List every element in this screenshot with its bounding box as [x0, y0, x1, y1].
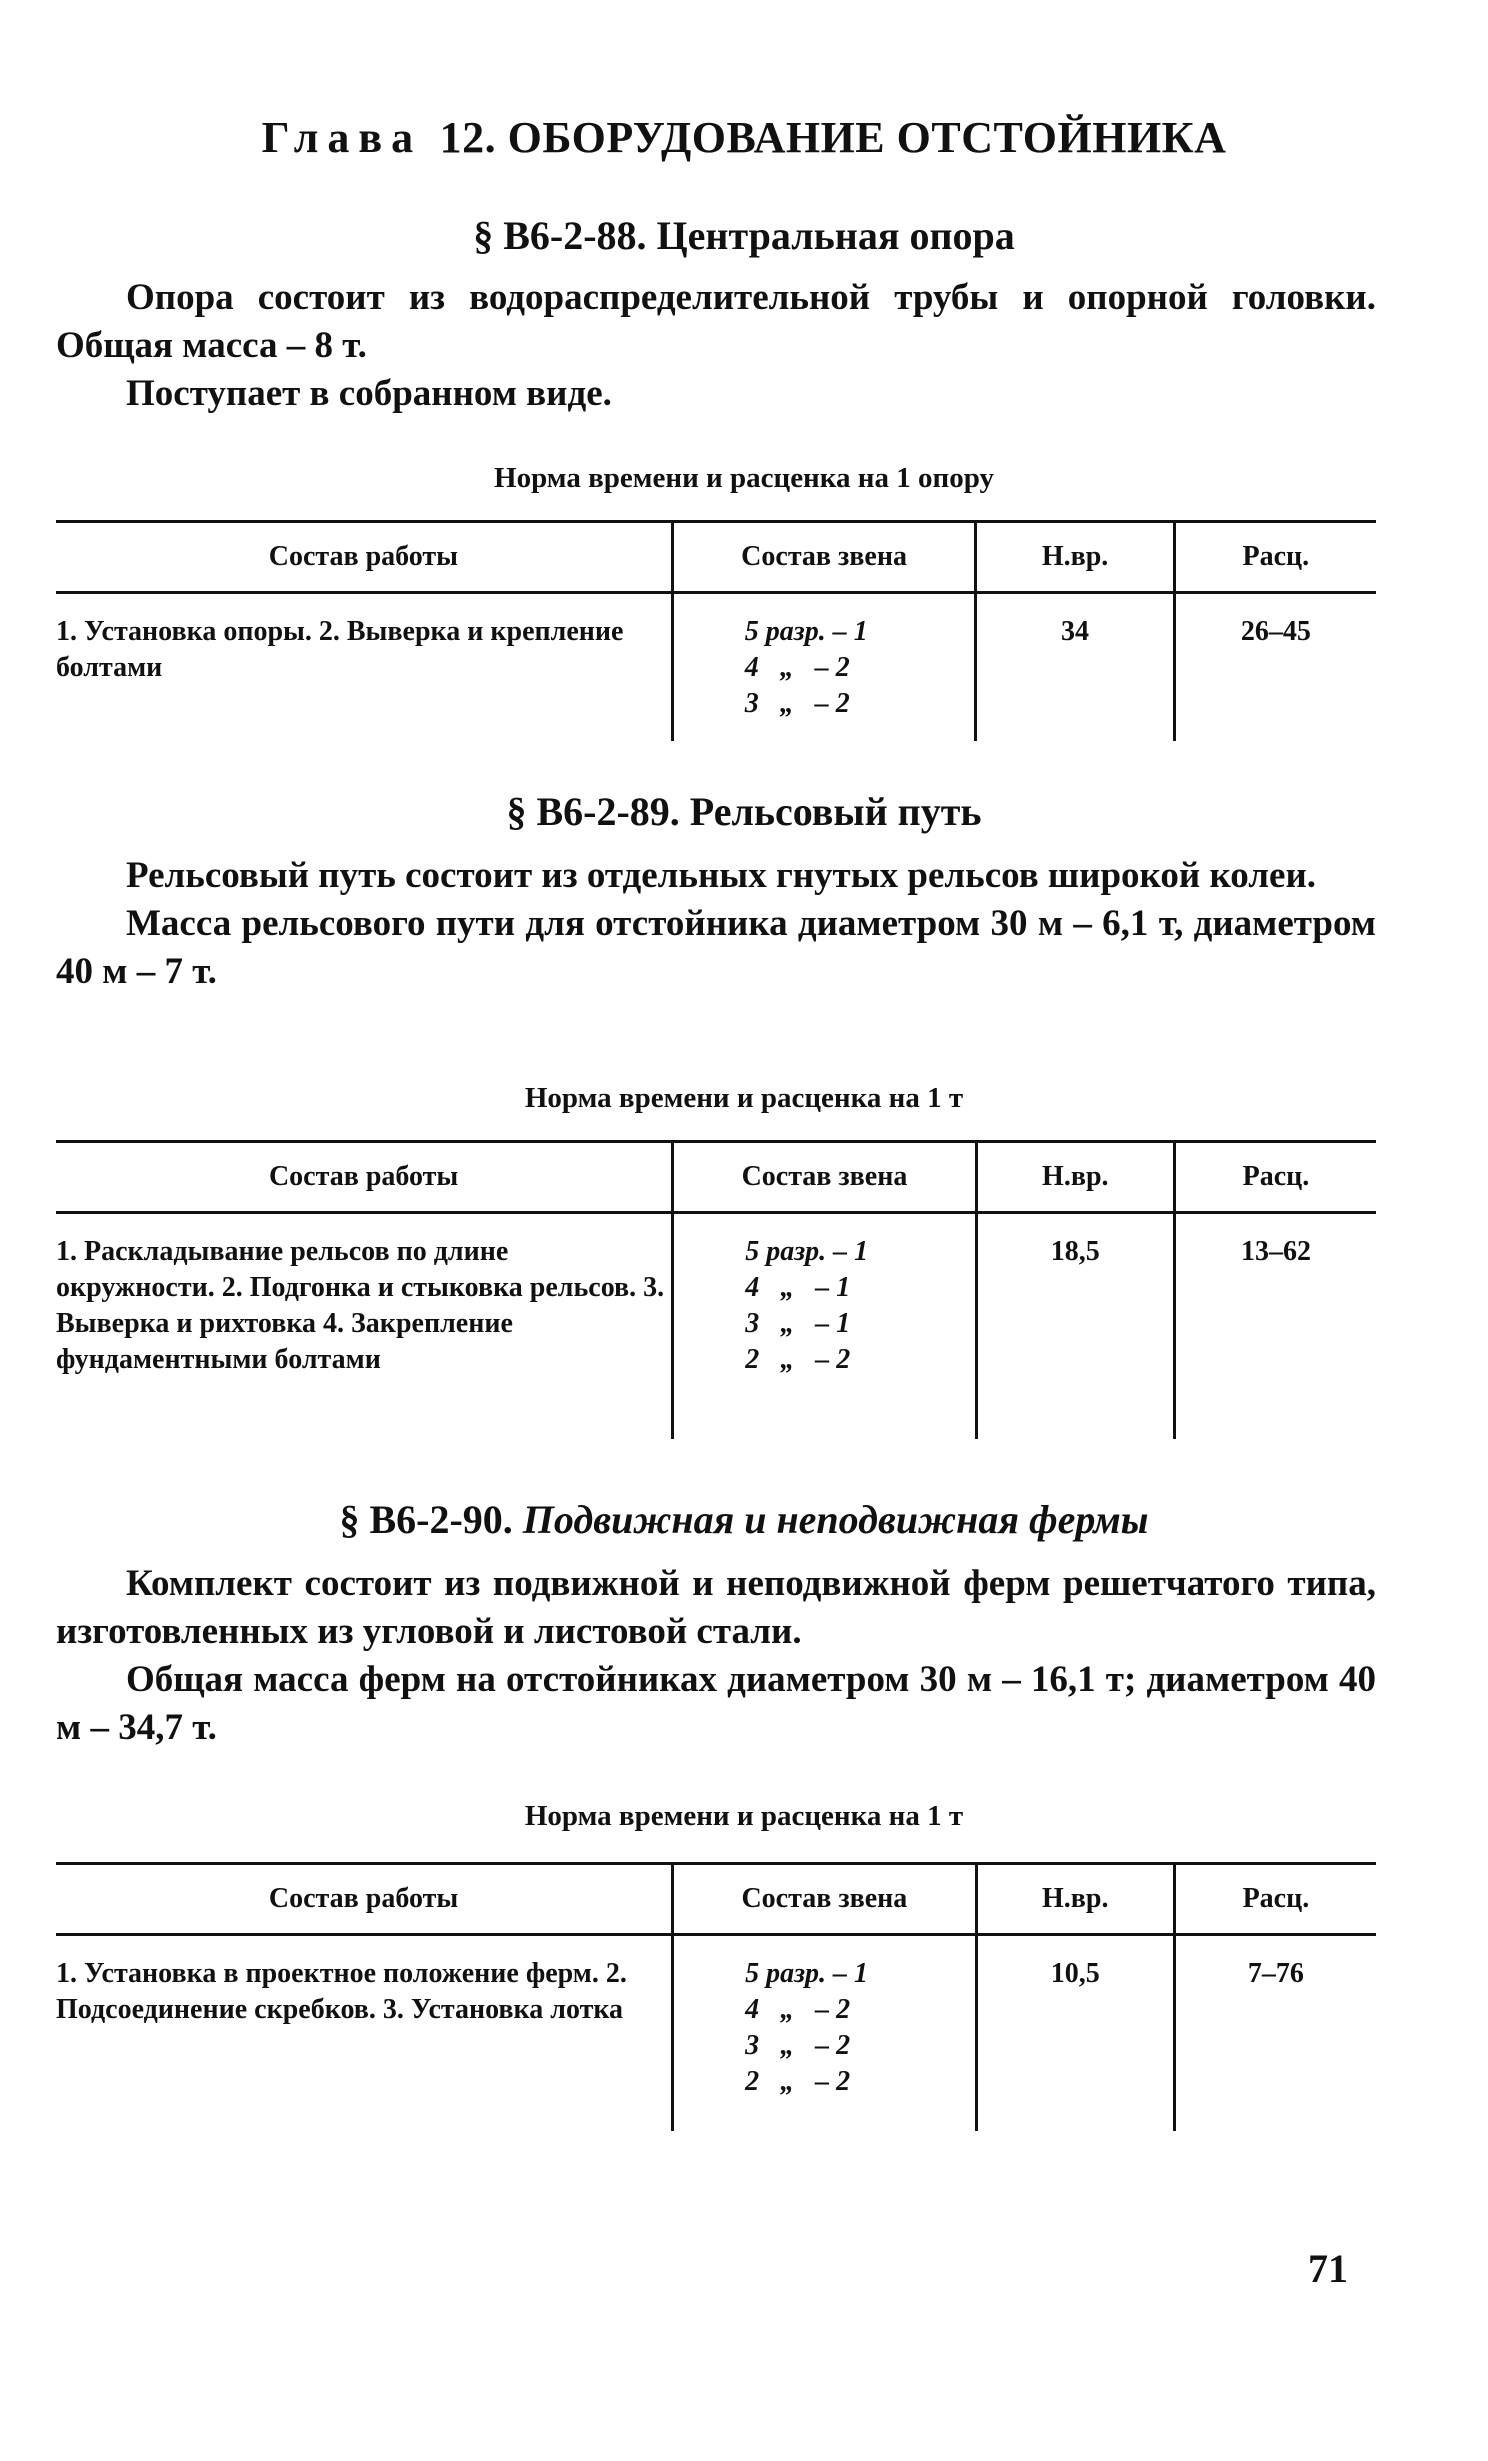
chapter-title: [0, 112, 1488, 163]
paragraph: Опора состоит из водораспределительной трубы и опорной головки. Общая масса – 8 т.: [56, 277, 1376, 366]
section-name: Центральная опора: [656, 213, 1015, 258]
header-crew: Состав звена: [672, 522, 976, 593]
header-rate: Расц.: [1174, 1864, 1376, 1935]
crew-line: 3 „ – 2: [744, 688, 850, 719]
paragraph: Масса рельсового пути для отстойника диаметром 30 м – 6,1 т, диаметром 40 м – 7 т.: [56, 903, 1376, 992]
section-text-89: [56, 852, 1376, 996]
header-work: Состав работы: [56, 1142, 673, 1213]
header-norm: Н.вр.: [976, 1864, 1174, 1935]
paragraph: Поступает в собранном виде.: [126, 373, 612, 414]
norm-title-90: Норма времени и расценка на 1 т: [524, 1800, 964, 1832]
cell-norm: 18,5: [976, 1213, 1174, 1439]
crew-line: 2 „ – 2: [745, 1344, 851, 1375]
cell-norm: 34: [976, 593, 1174, 741]
cell-work: 1. Раскладывание рельсов по длине окружности. 2. Подгонка и стыковка рельсов. 3. Выверка и рихтовка 4. Закрепление фундаментными болтами: [56, 1236, 665, 1375]
crew-line: 4 „ – 1: [745, 1272, 851, 1303]
header-crew: Состав звена: [673, 1142, 976, 1213]
table-row: [56, 593, 1376, 741]
cell-work: 1. Установка в проектное положение ферм. 2. Подсоединение скребков. 3. Установка лотка: [56, 1958, 627, 2025]
paragraph: Общая масса ферм на отстойниках диаметром 30 м – 16,1 т; диаметром 40 м – 34,7 т.: [56, 1659, 1376, 1748]
crew-list: [675, 1234, 973, 1378]
cell-crew: [673, 1213, 976, 1439]
crew-line: 4 „ – 2: [744, 652, 850, 683]
chapter-name: 12. ОБОРУДОВАНИЕ ОТСТОЙНИКА: [439, 113, 1227, 162]
cell-norm: 10,5: [976, 1935, 1174, 2131]
paragraph: Рельсовый путь состоит из отдельных гнутых рельсов широкой колеи.: [126, 855, 1317, 896]
paragraph: Комплект состоит из подвижной и неподвижной ферм решетчатого типа, изготовленных из угловой и листовой стали.: [56, 1563, 1376, 1652]
section-text-90: [56, 1560, 1376, 1752]
table-row: [56, 1213, 1376, 1439]
header-crew: Состав звена: [673, 1864, 977, 1935]
norm-title-89: Норма времени и расценка на 1 т: [524, 1082, 964, 1114]
crew-line: 5 разр. – 1: [745, 1236, 869, 1267]
crew-line: 3 „ – 1: [745, 1308, 851, 1339]
crew-line: 3 „ – 2: [745, 2030, 851, 2061]
norm-table-88: [56, 520, 1376, 741]
cell-rate: 7–76: [1174, 1935, 1376, 2131]
crew-line: 4 „ – 2: [745, 1994, 851, 2025]
table-row: [56, 1935, 1376, 2131]
cell-crew: [672, 593, 976, 741]
section-name: Рельсовый путь: [689, 789, 982, 834]
section-title-90: [0, 1496, 1488, 1543]
section-text-88: [56, 274, 1376, 418]
header-work: Состав работы: [56, 522, 672, 593]
crew-line: 2 „ – 2: [745, 2066, 851, 2097]
section-code: § В6-2-88.: [473, 213, 647, 258]
section-code: § В6-2-89.: [506, 789, 680, 834]
header-work: Состав работы: [56, 1864, 673, 1935]
header-rate: Расц.: [1174, 1142, 1376, 1213]
crew-line: 5 разр. – 1: [745, 1958, 869, 1989]
section-title-88: [0, 212, 1488, 259]
cell-crew: [673, 1935, 977, 2131]
crew-list: [675, 1956, 974, 2100]
page-number: 71: [1308, 2246, 1348, 2291]
section-title-89: [0, 788, 1488, 835]
section-name: Подвижная и неподвижная фермы: [522, 1497, 1149, 1542]
cell-work: 1. Установка опоры. 2. Выверка и крепление болтами: [56, 616, 624, 683]
norm-title-88: Норма времени и расценка на 1 опору: [494, 462, 994, 494]
crew-list: [675, 614, 974, 722]
table-header-row: [56, 1142, 1376, 1213]
chapter-prefix: Глава: [261, 113, 423, 162]
header-rate: Расц.: [1174, 522, 1376, 593]
crew-line: 5 разр. – 1: [744, 616, 868, 647]
norm-table-90: [56, 1862, 1376, 2131]
header-norm: Н.вр.: [976, 522, 1174, 593]
table-header-row: [56, 1864, 1376, 1935]
cell-rate: 26–45: [1174, 593, 1376, 741]
table-header-row: [56, 522, 1376, 593]
cell-rate: 13–62: [1174, 1213, 1376, 1439]
header-norm: Н.вр.: [976, 1142, 1174, 1213]
section-code: § В6-2-90.: [339, 1497, 513, 1542]
norm-table-89: [56, 1140, 1376, 1439]
